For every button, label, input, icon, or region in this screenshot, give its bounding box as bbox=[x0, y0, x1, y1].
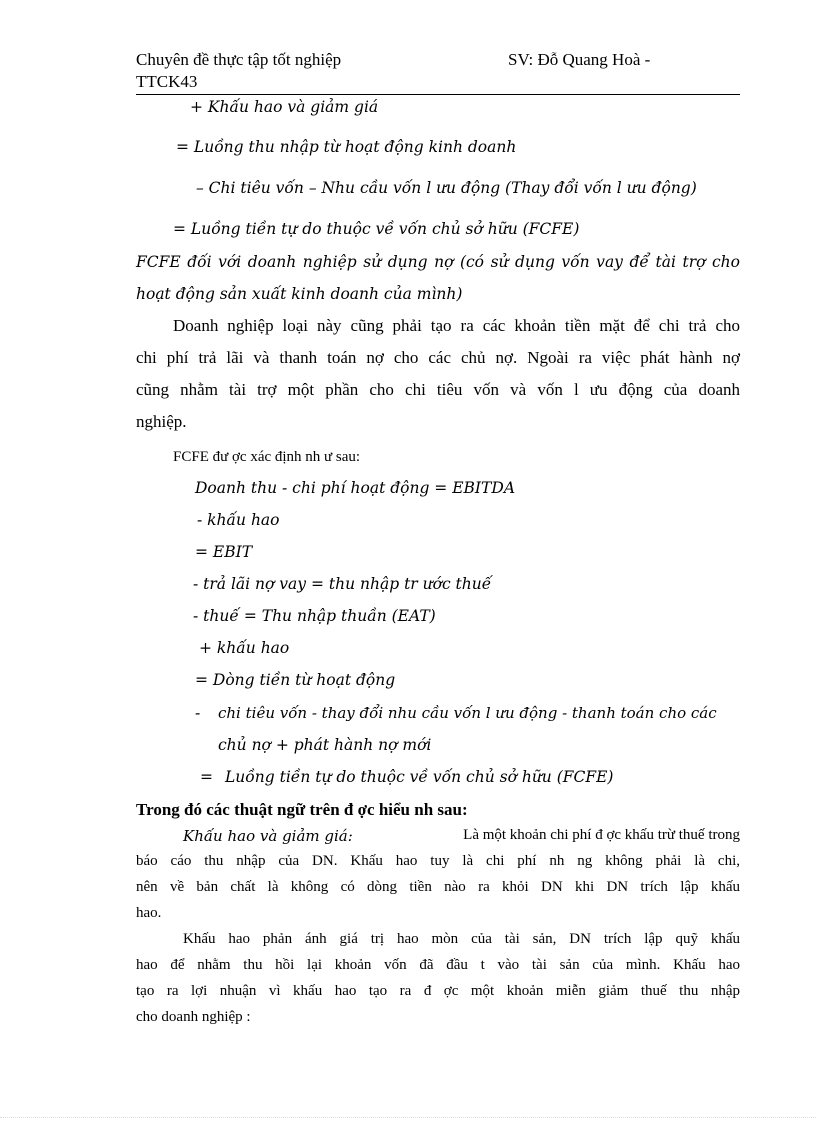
formula1-line: = Luồng thu nhập từ hoạt động kinh doanh bbox=[176, 138, 517, 156]
formula2-line: - trả lãi nợ vay = thu nhập tr ước thuế bbox=[193, 575, 492, 593]
para2-first-line bbox=[183, 827, 740, 845]
formula2-line: chủ nợ + phát hành nợ mới bbox=[218, 736, 432, 754]
terms-heading: Trong đó các thuật ngữ trên đ ợc hiểu nh sau: bbox=[136, 800, 468, 819]
formula2-line: = Dòng tiền từ hoạt động bbox=[195, 671, 396, 689]
formula2-line: chi tiêu vốn - thay đổi nhu cầu vốn l ưu động - thanh toán cho các bbox=[218, 704, 717, 722]
para2-line: hao. bbox=[136, 905, 162, 921]
formula2-line: = EBIT bbox=[195, 543, 253, 561]
header-student: SV: Đỗ Quang Hoà - bbox=[508, 50, 651, 69]
formula1-line: = Luồng tiền tự do thuộc về vốn chủ sở hữu (FCFE) bbox=[173, 220, 580, 238]
formula2-equals: = bbox=[200, 768, 213, 786]
para2-term: Khấu hao và giảm giá: bbox=[183, 827, 353, 845]
formula2-line: - thuế = Thu nhập thuần (EAT) bbox=[193, 607, 436, 625]
para2-line: báo cáo thu nhập của DN. Khấu hao tuy là chi phí nh ng không phải là chi, bbox=[136, 853, 740, 869]
para1-line: nghiệp. bbox=[136, 412, 187, 431]
header-title: Chuyên đề thực tập tốt nghiệp bbox=[136, 50, 342, 69]
fcfe-debt-title-line: hoạt động sản xuất kinh doanh của mình) bbox=[136, 285, 463, 303]
fcfe-intro: FCFE đư ợc xác định nh ư sau: bbox=[173, 449, 361, 465]
para2-line: nên về bản chất là không có dòng tiền nào ra khỏi DN khi DN trích lập khấu bbox=[136, 879, 740, 895]
para3-line: cho doanh nghiệp : bbox=[136, 1009, 251, 1025]
formula2-line: Luồng tiền tự do thuộc về vốn chủ sở hữu (FCFE) bbox=[225, 768, 614, 786]
formula2-line: - khấu hao bbox=[197, 511, 280, 529]
para1-line: Doanh nghiệp loại này cũng phải tạo ra các khoản tiền mặt để chi trả cho bbox=[173, 316, 740, 335]
formula2-line: Doanh thu - chi phí hoạt động = EBITDA bbox=[195, 479, 516, 497]
formula1-line: + Khấu hao và giảm giá bbox=[190, 98, 379, 116]
para1-line: chi phí trả lãi và thanh toán nợ cho các chủ nợ. Ngoài ra việc phát hành nợ bbox=[136, 348, 740, 367]
header-class: TTCK43 bbox=[136, 72, 198, 91]
formula2-bullet: - bbox=[195, 704, 201, 722]
para2-line1-rest: Là một khoản chi phí đ ợc khấu trừ thuế trong bbox=[463, 827, 740, 843]
para3-line: Khấu hao phản ánh giá trị hao mòn của tài sản, DN trích lập quỹ khấu bbox=[183, 931, 740, 947]
formula1-line: – Chi tiêu vốn – Nhu cầu vốn l ưu động (Thay đổi vốn l ưu động) bbox=[196, 179, 697, 197]
para3-line: hao để nhằm thu hồi lại khoản vốn đã đầu t vào tài sản của mình. Khấu hao bbox=[136, 957, 740, 973]
para1-line: cũng nhằm tài trợ một phần cho chi tiêu vốn và vốn l ưu động của doanh bbox=[136, 380, 740, 399]
formula2-line: + khấu hao bbox=[199, 639, 290, 657]
page-bottom-edge bbox=[0, 1117, 816, 1118]
header-divider bbox=[136, 94, 740, 95]
fcfe-debt-title-line: FCFE đối với doanh nghiệp sử dụng nợ (có sử dụng vốn vay để tài trợ cho bbox=[136, 253, 740, 271]
para3-line: tạo ra lợi nhuận vì khấu hao tạo ra đ ợc một khoản miễn giảm thuế thu nhập bbox=[136, 983, 740, 999]
